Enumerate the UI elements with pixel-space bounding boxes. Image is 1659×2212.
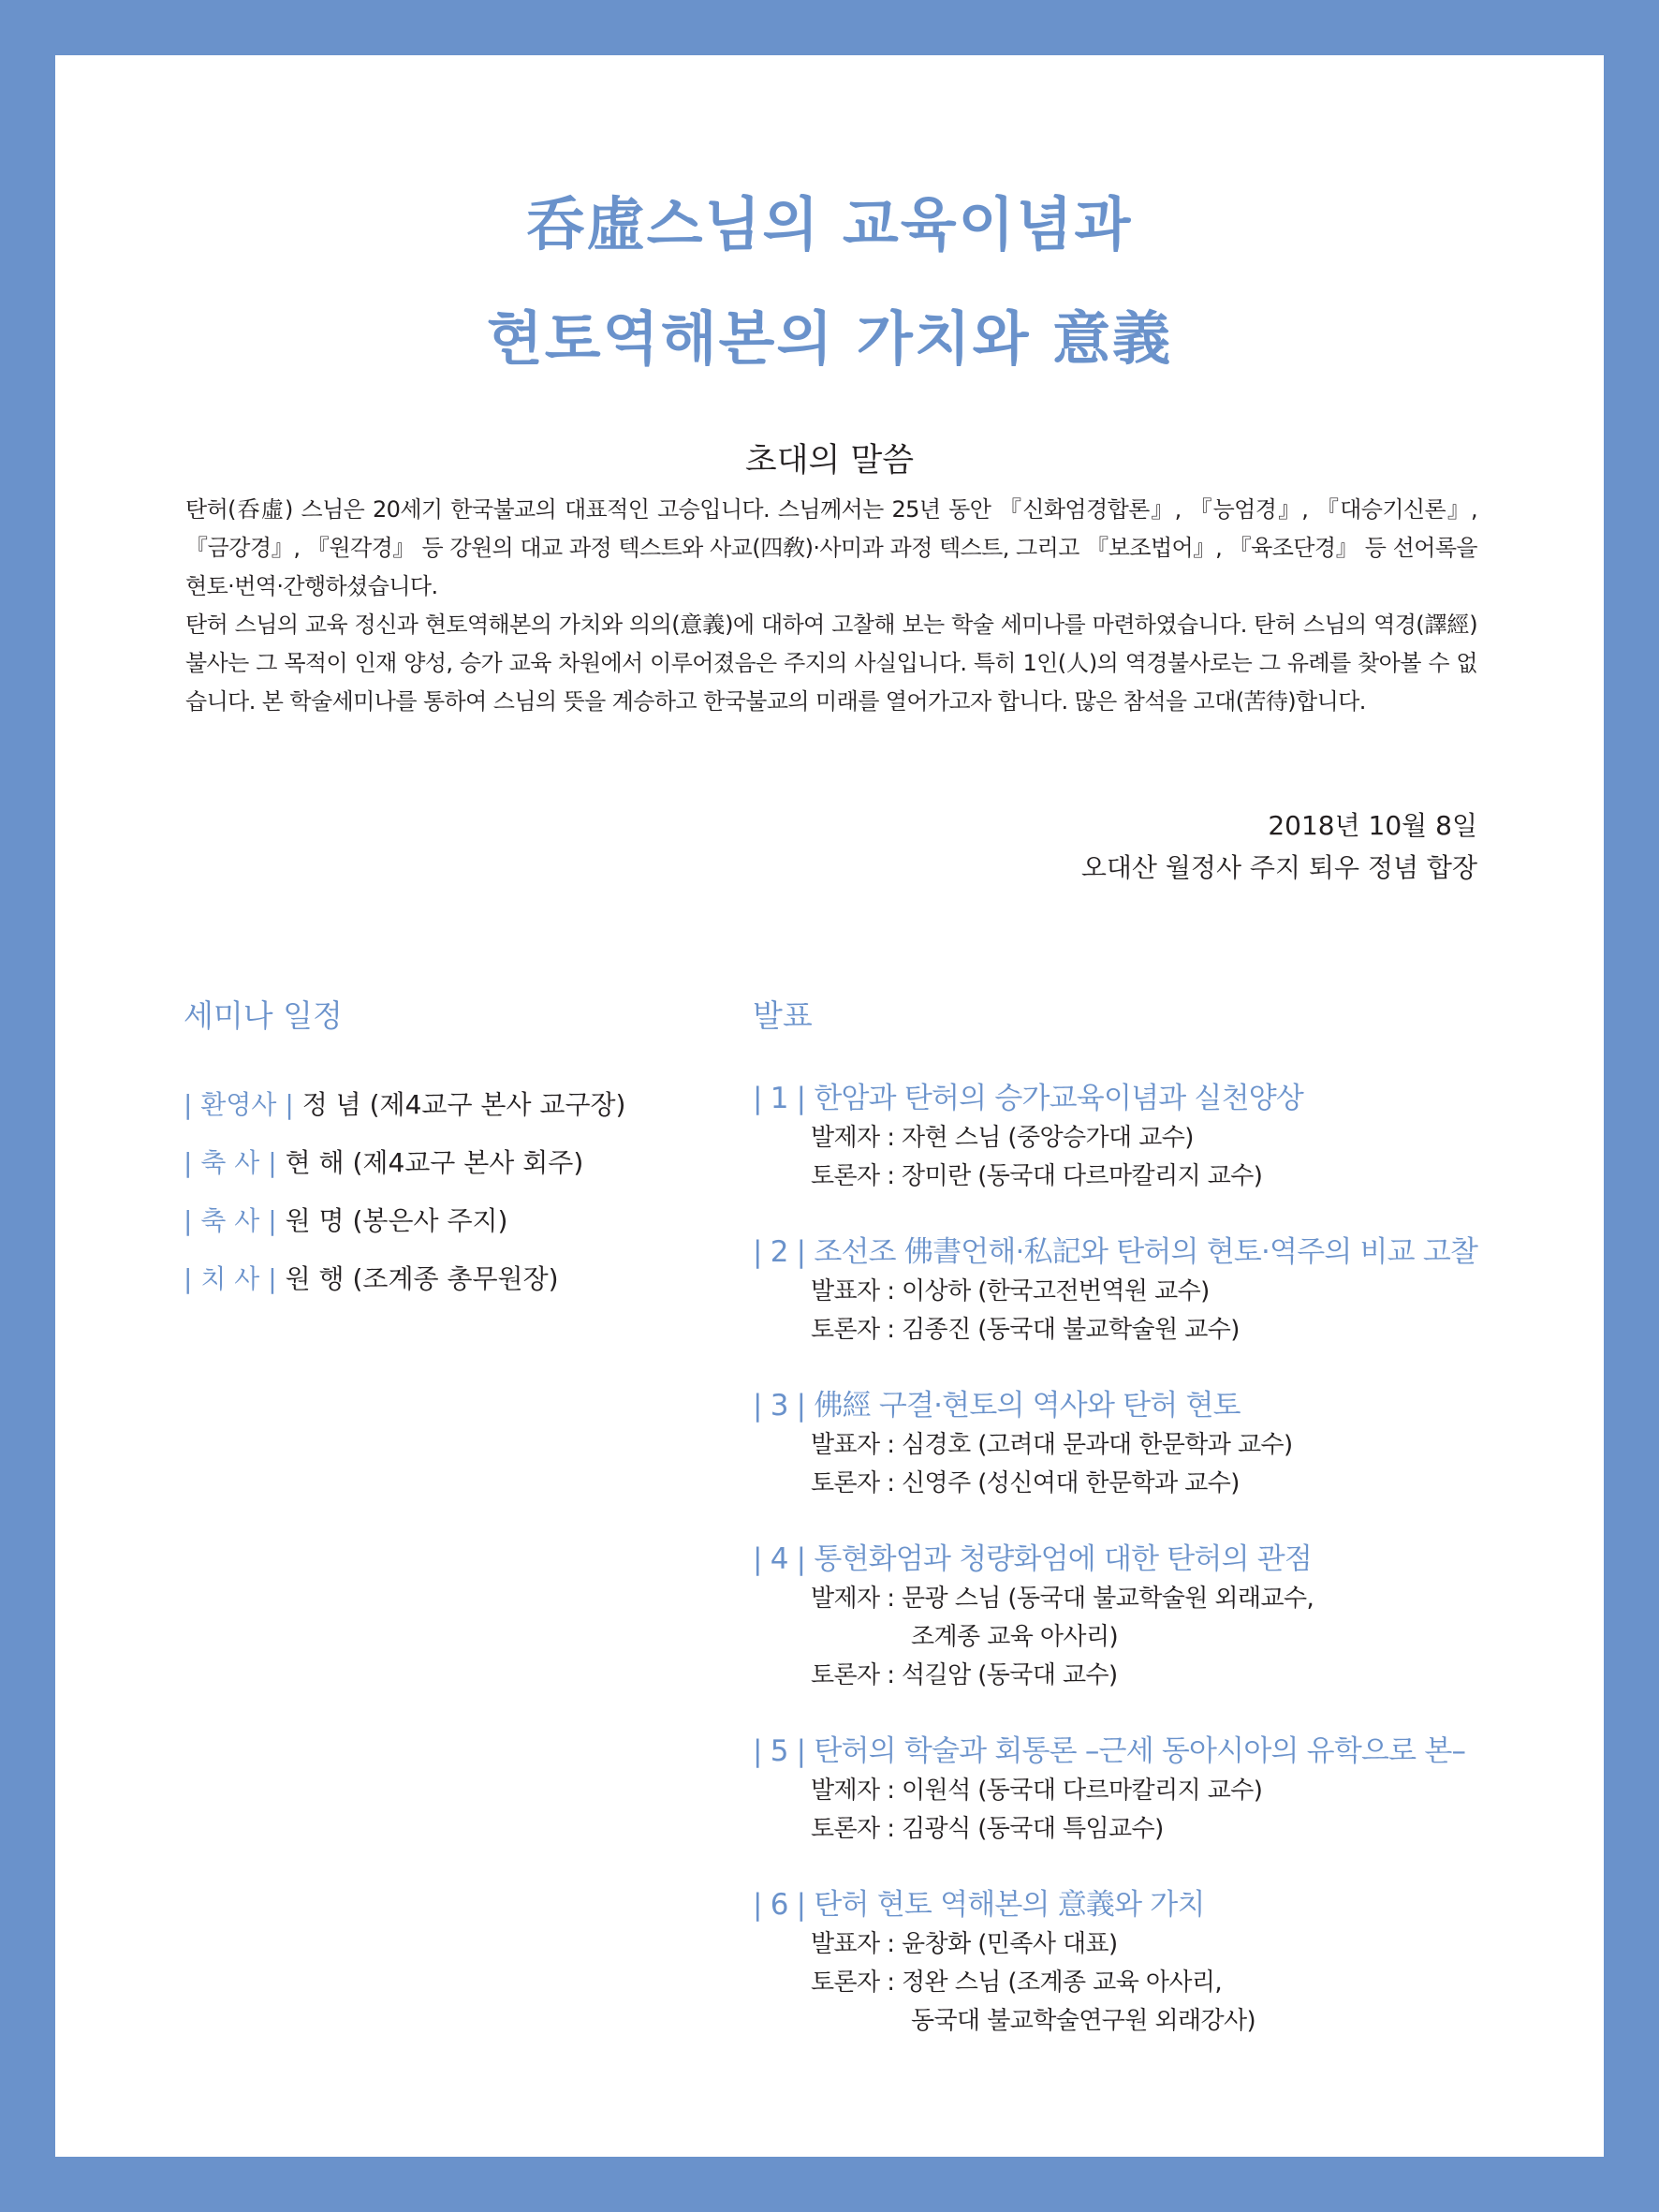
talk-presenter: 발표자 : 윤창화 (민족사 대표) [811, 1930, 1118, 1958]
talk-item [753, 1731, 1558, 1849]
signature-block [1081, 804, 1477, 889]
talk-discussant: 토론자 : 김종진 (동국대 불교학술원 교수) [811, 1316, 1240, 1344]
talk-presenter: 발제자 : 문광 스님 (동국대 불교학술원 외래교수, [811, 1585, 1314, 1613]
schedule-item [184, 1076, 745, 1134]
schedule-heading: 세미나 일정 [184, 997, 343, 1034]
talk-discussant: 토론자 : 장미란 (동국대 다르마칼리지 교수) [811, 1162, 1263, 1190]
talk-title: | 3 | 佛經 구결·현토의 역사와 탄허 현토 [753, 1389, 1241, 1423]
talk-title: | 6 | 탄허 현토 역해본의 意義와 가치 [753, 1888, 1205, 1922]
talk-discussant: 토론자 : 석길암 (동국대 교수) [811, 1661, 1118, 1689]
schedule-item [184, 1250, 745, 1308]
talk-presenter-continued: 조계종 교육 아사리) [911, 1623, 1119, 1651]
page-title [55, 168, 1604, 396]
title-line-1: 呑虛스님의 교육이념과 [526, 190, 1133, 258]
page-sheet [55, 55, 1604, 2157]
schedule-list [184, 1076, 745, 1308]
talk-title: | 2 | 조선조 佛書언해·私記와 탄허의 현토·역주의 비교 고찰 [753, 1235, 1478, 1269]
invitation-body [185, 491, 1477, 721]
schedule-item [184, 1192, 745, 1250]
talk-discussant: 토론자 : 정완 스님 (조계종 교육 아사리, [811, 1969, 1223, 1997]
talk-presenter: 발표자 : 심경호 (고려대 문과대 한문학과 교수) [811, 1431, 1293, 1459]
talk-presenter: 발표자 : 이상하 (한국고전번역원 교수) [811, 1277, 1210, 1305]
schedule-item [184, 1134, 745, 1192]
talk-item [753, 1231, 1558, 1349]
invitation-paragraph-2: 탄허 스님의 교육 정신과 현토역해본의 가치와 의의(意義)에 대하여 고찰해 보는 학술 세미나를 마련하였습니다. 탄허 스님의 역경(譯經) 불사는 그 목적이 인재 양성, 승가 교육 차원에서 이루어졌음은 주지의 사실입니다. 특히 1인(人)의 역경불사로는 그 유례를 찾아볼 수 없습니다. 본 학술세미나를 통하여 스님의 뜻을 계승하고 한국불교의 미래를 열어가고자 합니다. 많은 참석을 고대(苦待)합니다. [185, 612, 1477, 715]
talk-title: | 5 | 탄허의 학술과 회통론 –근세 동아시아의 유학으로 본– [753, 1734, 1466, 1768]
talk-discussant: 토론자 : 신영주 (성신여대 한문학과 교수) [811, 1469, 1240, 1497]
invitation-signature: 오대산 월정사 주지 퇴우 정념 합장 [1080, 852, 1477, 883]
talk-item [753, 1884, 1558, 2041]
talk-presenter: 발제자 : 이원석 (동국대 다르마칼리지 교수) [811, 1777, 1263, 1805]
talk-discussant-continued: 동국대 불교학술연구원 외래강사) [911, 2007, 1256, 2035]
schedule-role: | 치 사 | [184, 1263, 277, 1294]
talks-list [753, 1078, 1558, 2076]
invitation-heading: 초대의 말씀 [744, 442, 915, 479]
schedule-person: 원 명 (봉은사 주지) [285, 1205, 508, 1236]
talk-discussant: 토론자 : 김광식 (동국대 특임교수) [811, 1815, 1164, 1843]
talk-title: | 4 | 통현화엄과 청량화엄에 대한 탄허의 관점 [753, 1542, 1313, 1576]
schedule-role: | 축 사 | [184, 1205, 277, 1236]
schedule-person: 원 행 (조계종 총무원장) [285, 1263, 559, 1294]
schedule-person: 현 해 (제4교구 본사 회주) [285, 1147, 584, 1178]
talk-item [753, 1078, 1558, 1196]
talk-title: | 1 | 한암과 탄허의 승가교육이념과 실천양상 [753, 1082, 1304, 1115]
schedule-role: | 축 사 | [184, 1147, 277, 1178]
schedule-role: | 환영사 | [184, 1089, 294, 1120]
invitation-paragraph-1: 탄허(呑虛) 스님은 20세기 한국불교의 대표적인 고승입니다. 스님께서는 25년 동안 『신화엄경합론』, 『능엄경』, 『대승기신론』, 『금강경』, 『원각경』 등 강원의 대교 과정 텍스트와 사교(四敎)·사미과 과정 텍스트, 그리고 『보조법어』, 『육조단경』 등 선어록을 현토·번역·간행하셨습니다. [185, 496, 1477, 599]
talk-presenter: 발제자 : 자현 스님 (중앙승가대 교수) [811, 1124, 1194, 1152]
talks-heading: 발표 [753, 997, 813, 1034]
invitation-date: 2018년 10월 8일 [1268, 810, 1477, 841]
talk-item [753, 1539, 1558, 1695]
schedule-person: 정 념 (제4교구 본사 교구장) [301, 1089, 626, 1120]
talk-item [753, 1385, 1558, 1503]
title-line-2: 현토역해본의 가치와 意義 [486, 304, 1173, 373]
